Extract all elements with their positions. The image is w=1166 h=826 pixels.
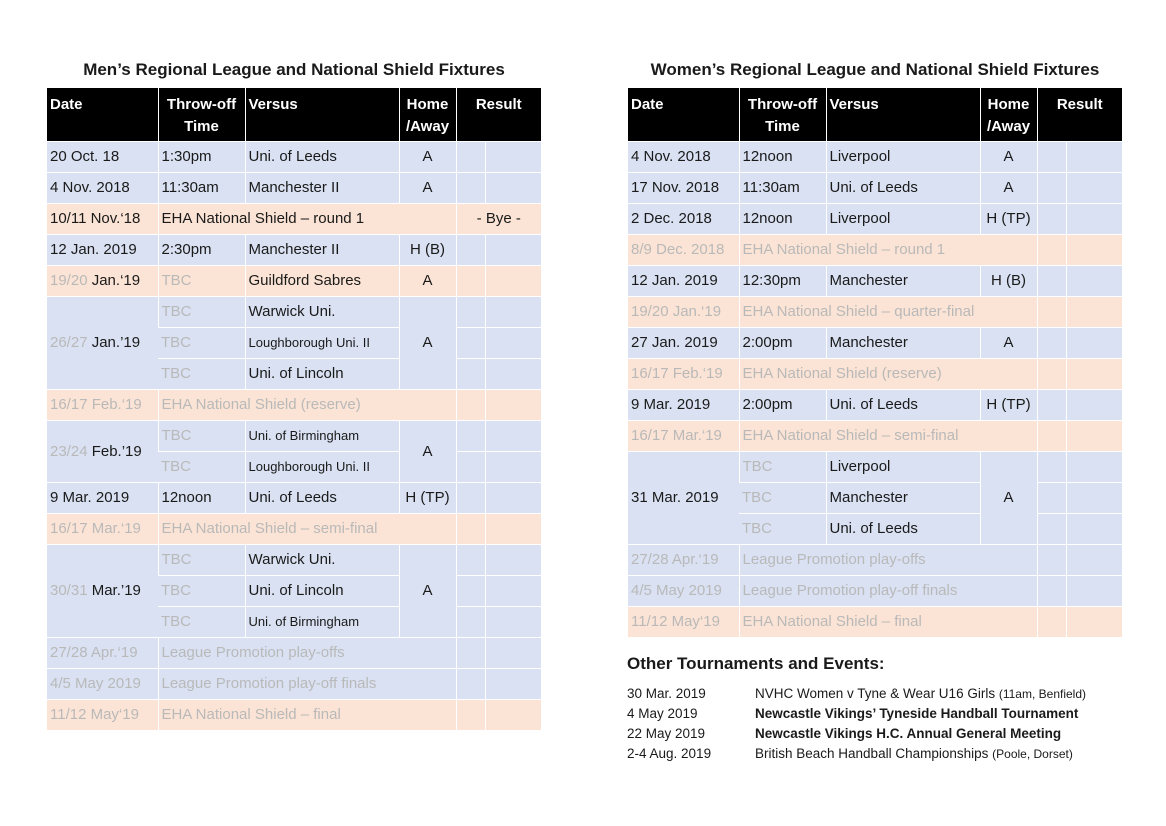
fixture-opponent: Liverpool xyxy=(826,141,980,172)
fixture-result-extra xyxy=(1066,141,1122,172)
fixture-result-extra xyxy=(485,544,541,575)
header-result: Result xyxy=(1037,88,1122,141)
fixture-home-away: H (TP) xyxy=(980,203,1037,234)
fixture-home-away: A xyxy=(399,172,456,203)
fixture-result-extra xyxy=(1066,575,1122,606)
other-events-title: Other Tournaments and Events: xyxy=(627,654,885,673)
fixture-home-away: H (B) xyxy=(980,265,1037,296)
fixture-opponent: Guildford Sabres xyxy=(245,265,399,296)
fixture-home-away: A xyxy=(399,420,456,482)
men-fixtures-table xyxy=(47,88,541,730)
fixture-result-extra xyxy=(1066,482,1122,513)
event-date: 11/12 May‘19 xyxy=(47,699,158,730)
event-name: Newcastle Vikings’ Tyneside Handball Tournament xyxy=(755,706,1079,721)
fixture-result xyxy=(1037,141,1066,172)
fixture-date: 12 Jan. 2019 xyxy=(628,265,739,296)
event-description: League Promotion play-off finals xyxy=(158,668,456,699)
fixture-result xyxy=(1037,606,1066,637)
fixture-result-extra xyxy=(1066,513,1122,544)
table-row xyxy=(47,482,541,513)
event-name: Newcastle Vikings H.C. Annual General Meeting xyxy=(755,726,1062,741)
event-description: EHA National Shield (reserve) xyxy=(739,358,1037,389)
fixture-result xyxy=(1037,451,1066,482)
table-row xyxy=(47,203,541,234)
fixture-result xyxy=(456,482,485,513)
fixture-time: TBC xyxy=(158,327,245,358)
fixture-result xyxy=(1037,575,1066,606)
table-row xyxy=(628,358,1122,389)
table-row xyxy=(47,420,541,451)
fixture-result xyxy=(456,172,485,203)
fixture-time: 12noon xyxy=(158,482,245,513)
fixture-result-extra xyxy=(1066,451,1122,482)
fixture-result xyxy=(1037,296,1066,327)
event-date: 10/11 Nov.‘18 xyxy=(47,203,158,234)
fixture-result xyxy=(456,389,485,420)
table-row xyxy=(47,668,541,699)
fixture-result xyxy=(1037,420,1066,451)
fixture-result-extra xyxy=(1066,327,1122,358)
fixture-result-extra xyxy=(485,296,541,327)
fixture-result xyxy=(456,296,485,327)
table-header-row xyxy=(628,88,1122,141)
fixture-date: 12 Jan. 2019 xyxy=(47,234,158,265)
fixture-home-away: A xyxy=(980,172,1037,203)
table-row xyxy=(628,265,1122,296)
fixture-home-away: H (TP) xyxy=(399,482,456,513)
fixture-result xyxy=(456,606,485,637)
list-item xyxy=(627,744,1086,764)
fixture-time: TBC xyxy=(739,482,826,513)
table-row xyxy=(47,637,541,668)
table-row xyxy=(47,172,541,203)
fixture-time: TBC xyxy=(739,451,826,482)
table-row xyxy=(47,141,541,172)
fixture-result xyxy=(456,141,485,172)
event-description: EHA National Shield – quarter-final xyxy=(739,296,1037,327)
fixture-opponent: Uni. of Birmingham xyxy=(245,420,399,451)
fixture-date: 26/27 Jan.’19 xyxy=(47,296,158,389)
event-date: 2-4 Aug. 2019 xyxy=(627,746,712,761)
event-date: 16/17 Mar.‘19 xyxy=(47,513,158,544)
list-item xyxy=(627,724,1086,744)
fixture-result-extra xyxy=(485,327,541,358)
fixture-time: 2:00pm xyxy=(739,327,826,358)
event-date: 4 May 2019 xyxy=(627,706,698,721)
table-row xyxy=(47,544,541,575)
other-events-list xyxy=(627,684,1086,764)
fixture-opponent: Manchester xyxy=(826,265,980,296)
fixture-home-away: H (B) xyxy=(399,234,456,265)
header-throw-off-time: Throw-off Time xyxy=(158,88,245,141)
event-date: 16/17 Mar.‘19 xyxy=(628,420,739,451)
fixture-result-extra xyxy=(485,513,541,544)
table-row xyxy=(628,172,1122,203)
fixture-result-extra xyxy=(1066,606,1122,637)
header-date: Date xyxy=(628,88,739,141)
fixture-opponent: Manchester xyxy=(826,482,980,513)
table-row xyxy=(628,389,1122,420)
fixture-opponent: Uni. of Lincoln xyxy=(245,575,399,606)
fixture-home-away: A xyxy=(399,265,456,296)
fixture-result xyxy=(1037,513,1066,544)
list-item xyxy=(627,704,1086,724)
fixture-time: TBC xyxy=(158,358,245,389)
table-row xyxy=(47,389,541,420)
table-row xyxy=(628,451,1122,482)
fixture-result xyxy=(456,513,485,544)
header-versus: Versus xyxy=(245,88,399,141)
fixture-time: TBC xyxy=(158,296,245,327)
fixture-date: 27 Jan. 2019 xyxy=(628,327,739,358)
fixture-result xyxy=(456,544,485,575)
fixture-result-extra xyxy=(1066,172,1122,203)
men-fixtures-title: Men’s Regional League and National Shield Fixtures xyxy=(83,60,505,79)
table-row xyxy=(47,699,541,730)
table-header-row xyxy=(47,88,541,141)
event-date: 4/5 May 2019 xyxy=(47,668,158,699)
event-description: EHA National Shield – final xyxy=(739,606,1037,637)
fixture-result xyxy=(1037,544,1066,575)
fixture-time: 2:00pm xyxy=(739,389,826,420)
fixture-date: 31 Mar. 2019 xyxy=(628,451,739,544)
fixture-result-extra xyxy=(1066,358,1122,389)
fixture-result-extra xyxy=(485,482,541,513)
fixture-date: 17 Nov. 2018 xyxy=(628,172,739,203)
event-date: 27/28 Apr.‘19 xyxy=(628,544,739,575)
fixture-result-extra xyxy=(1066,544,1122,575)
fixture-home-away: A xyxy=(399,296,456,389)
fixture-time: 12:30pm xyxy=(739,265,826,296)
fixture-time: TBC xyxy=(158,544,245,575)
fixture-result xyxy=(456,575,485,606)
fixture-result-extra xyxy=(1066,203,1122,234)
table-row xyxy=(47,513,541,544)
table-row xyxy=(628,575,1122,606)
fixture-time: TBC xyxy=(158,606,245,637)
fixture-opponent: Loughborough Uni. II xyxy=(245,327,399,358)
event-description: EHA National Shield – round 1 xyxy=(739,234,1037,265)
fixture-opponent: Uni. of Birmingham xyxy=(245,606,399,637)
event-date: 16/17 Feb.‘19 xyxy=(628,358,739,389)
fixture-result-extra xyxy=(485,172,541,203)
event-description: EHA National Shield (reserve) xyxy=(158,389,456,420)
table-row xyxy=(628,606,1122,637)
fixture-home-away: A xyxy=(399,544,456,637)
fixture-opponent: Uni. of Leeds xyxy=(826,513,980,544)
event-date: 19/20 Jan.‘19 xyxy=(628,296,739,327)
fixture-result xyxy=(456,358,485,389)
fixture-date: 4 Nov. 2018 xyxy=(628,141,739,172)
table-row xyxy=(628,141,1122,172)
fixture-opponent: Warwick Uni. xyxy=(245,544,399,575)
event-date: 27/28 Apr.‘19 xyxy=(47,637,158,668)
event-date: 4/5 May 2019 xyxy=(628,575,739,606)
event-description: EHA National Shield – round 1 xyxy=(158,203,456,234)
header-result: Result xyxy=(456,88,541,141)
fixture-result xyxy=(456,637,485,668)
event-date: 11/12 May‘19 xyxy=(628,606,739,637)
table-row xyxy=(628,544,1122,575)
table-row xyxy=(628,203,1122,234)
fixture-result-extra xyxy=(1066,234,1122,265)
table-row xyxy=(47,234,541,265)
fixture-result xyxy=(1037,234,1066,265)
fixture-result-extra xyxy=(485,141,541,172)
fixture-result xyxy=(1037,172,1066,203)
fixture-time: TBC xyxy=(158,265,245,296)
fixture-result-extra xyxy=(485,699,541,730)
fixture-home-away: A xyxy=(399,141,456,172)
table-row xyxy=(628,420,1122,451)
table-row xyxy=(628,327,1122,358)
fixture-result xyxy=(1037,265,1066,296)
fixture-result xyxy=(456,265,485,296)
fixture-date: 20 Oct. 18 xyxy=(47,141,158,172)
fixture-time: TBC xyxy=(739,513,826,544)
fixture-result xyxy=(456,451,485,482)
event-name: NVHC Women v Tyne & Wear U16 Girls (11am, Benfield) xyxy=(755,686,1086,701)
fixture-opponent: Manchester xyxy=(826,327,980,358)
header-home-away: Home /Away xyxy=(980,88,1037,141)
header-date: Date xyxy=(47,88,158,141)
event-description: League Promotion play-off finals xyxy=(739,575,1037,606)
event-date: 8/9 Dec. 2018 xyxy=(628,234,739,265)
header-throw-off-time: Throw-off Time xyxy=(739,88,826,141)
fixture-home-away: H (TP) xyxy=(980,389,1037,420)
fixture-result: - Bye - xyxy=(456,203,541,234)
fixture-result xyxy=(1037,389,1066,420)
table-row xyxy=(628,296,1122,327)
event-description: EHA National Shield – semi-final xyxy=(158,513,456,544)
fixture-time: TBC xyxy=(158,575,245,606)
fixture-result xyxy=(1037,327,1066,358)
fixture-opponent: Uni. of Leeds xyxy=(826,172,980,203)
fixture-date: 9 Mar. 2019 xyxy=(47,482,158,513)
fixture-date: 2 Dec. 2018 xyxy=(628,203,739,234)
fixture-result-extra xyxy=(485,420,541,451)
fixture-time: TBC xyxy=(158,451,245,482)
event-description: League Promotion play-offs xyxy=(739,544,1037,575)
event-name: British Beach Handball Championships (Poole, Dorset) xyxy=(755,746,1073,761)
header-versus: Versus xyxy=(826,88,980,141)
fixture-time: 12noon xyxy=(739,203,826,234)
table-row xyxy=(47,265,541,296)
fixture-date: 19/20 Jan.‘19 xyxy=(47,265,158,296)
fixture-result-extra xyxy=(485,637,541,668)
fixture-result xyxy=(456,420,485,451)
fixture-result-extra xyxy=(485,606,541,637)
event-description: EHA National Shield – semi-final xyxy=(739,420,1037,451)
fixture-result-extra xyxy=(485,668,541,699)
fixture-home-away: A xyxy=(980,327,1037,358)
fixture-result-extra xyxy=(1066,296,1122,327)
fixture-time: 2:30pm xyxy=(158,234,245,265)
fixture-opponent: Uni. of Leeds xyxy=(245,141,399,172)
fixture-time: 11:30am xyxy=(158,172,245,203)
event-description: League Promotion play-offs xyxy=(158,637,456,668)
event-description: EHA National Shield – final xyxy=(158,699,456,730)
event-date: 30 Mar. 2019 xyxy=(627,686,706,701)
fixture-time: 1:30pm xyxy=(158,141,245,172)
fixture-result xyxy=(1037,358,1066,389)
fixture-result xyxy=(456,327,485,358)
fixture-result-extra xyxy=(1066,389,1122,420)
event-date: 22 May 2019 xyxy=(627,726,706,741)
fixture-result-extra xyxy=(1066,265,1122,296)
table-row xyxy=(628,234,1122,265)
fixture-home-away: A xyxy=(980,451,1037,544)
fixture-result xyxy=(456,234,485,265)
fixture-result-extra xyxy=(485,451,541,482)
fixture-opponent: Uni. of Lincoln xyxy=(245,358,399,389)
fixture-date: 30/31 Mar.’19 xyxy=(47,544,158,637)
fixture-opponent: Loughborough Uni. II xyxy=(245,451,399,482)
fixture-date: 4 Nov. 2018 xyxy=(47,172,158,203)
header-home-away: Home /Away xyxy=(399,88,456,141)
event-date: 16/17 Feb.‘19 xyxy=(47,389,158,420)
fixture-opponent: Uni. of Leeds xyxy=(826,389,980,420)
fixture-opponent: Uni. of Leeds xyxy=(245,482,399,513)
fixture-result-extra xyxy=(485,575,541,606)
table-row xyxy=(47,296,541,327)
fixture-time: TBC xyxy=(158,420,245,451)
fixture-result-extra xyxy=(485,358,541,389)
fixture-date: 9 Mar. 2019 xyxy=(628,389,739,420)
fixture-time: 12noon xyxy=(739,141,826,172)
women-fixtures-table xyxy=(628,88,1122,637)
fixture-opponent: Liverpool xyxy=(826,451,980,482)
list-item xyxy=(627,684,1086,704)
fixture-opponent: Manchester II xyxy=(245,172,399,203)
fixture-time: 11:30am xyxy=(739,172,826,203)
fixture-result-extra xyxy=(485,265,541,296)
fixture-result xyxy=(456,699,485,730)
fixture-result-extra xyxy=(485,389,541,420)
fixture-result xyxy=(456,668,485,699)
fixture-opponent: Warwick Uni. xyxy=(245,296,399,327)
fixture-result xyxy=(1037,203,1066,234)
fixture-result-extra xyxy=(485,234,541,265)
fixture-home-away: A xyxy=(980,141,1037,172)
fixture-opponent: Manchester II xyxy=(245,234,399,265)
fixture-result xyxy=(1037,482,1066,513)
women-fixtures-title: Women’s Regional League and National Shield Fixtures xyxy=(650,60,1100,79)
fixture-opponent: Liverpool xyxy=(826,203,980,234)
fixture-date: 23/24 Feb.’19 xyxy=(47,420,158,482)
fixture-result-extra xyxy=(1066,420,1122,451)
